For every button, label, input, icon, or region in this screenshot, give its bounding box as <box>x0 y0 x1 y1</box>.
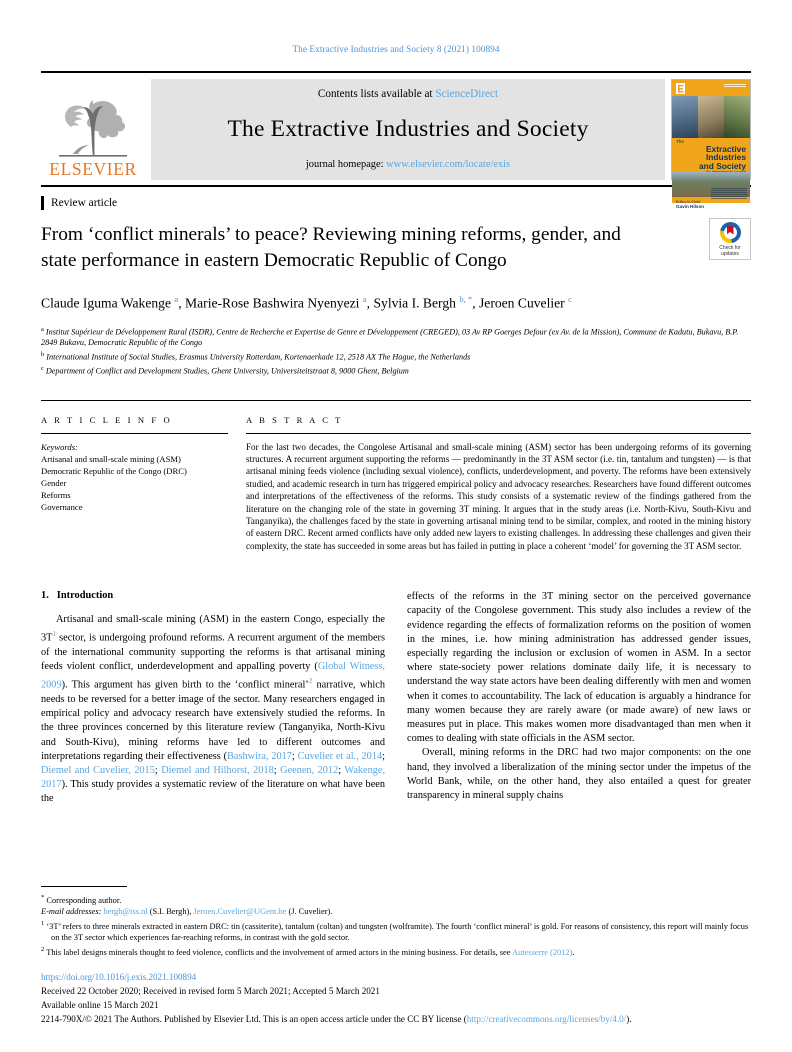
keyword-list <box>41 453 228 513</box>
license-link[interactable]: http://creativecommons.org/licenses/by/4.0/ <box>466 1014 627 1024</box>
paragraph-text: Artisanal and small-scale mining (ASM) in the eastern Congo, especially the 3T <box>41 614 385 644</box>
affiliation <box>41 349 751 363</box>
affiliation-text: Institut Supérieur de Développement Rural (ISDR), Centre de Recherche et Expertise de Genre et Développement (CREGED), 03 Av RP Goerges Defour (ex Av. de la Mission), Commune de Kadutu, Bukavu, B.P. 2849 Bukavu, Democratic Republic of the Congo <box>41 327 739 348</box>
footnote-text: ‘3T’ refers to three minerals extracted in eastern DRC: tin (cassiterite), tantalum (coltan) and tungsten (wolframite). The fourth ‘conflict mineral’ is gold. For reasons of consistency, this report will mainly focus on the 3T sector which experiences far-reaching reforms, in contrast with the gold sector. <box>44 921 749 943</box>
right-column-paragraphs <box>407 590 751 803</box>
crossmark-badge[interactable] <box>709 218 751 260</box>
elsevier-logo <box>41 79 145 180</box>
body-column-left <box>41 590 385 806</box>
body-paragraph <box>41 613 385 806</box>
running-head: The Extractive Industries and Society 8 (2021) 100894 <box>292 44 500 54</box>
author-list <box>41 290 751 313</box>
abstract-label: A B S T R A C T <box>246 414 344 425</box>
body-columns <box>41 590 751 806</box>
homepage-line <box>306 159 510 170</box>
cover-elsevier-mark-icon <box>676 83 685 94</box>
contents-prefix: Contents lists available at <box>317 88 436 100</box>
affiliation <box>41 363 751 377</box>
article-info-column <box>41 415 246 553</box>
abstract-text: For the last two decades, the Congolese Artisanal and small-scale mining (ASM) sector has been undergoing reforms of its governing structures. A recurrent argument supporting the reforms — predominantly in the 3T ASM sector (i.e. tin, tantalum and tungsten) — is that artisanal mining feeds violence (including sexual violence), conflicts, underdevelopment, and poverty. The reforms have been extensively studied, and academic research in turn has triggered empirical policy and advocacy researches. Researchers have found different outcomes and interpretations of the effectiveness of the reforms. This study consists of a systematic review of the findings gathered from the literature on the changing role of the state in governing 3T mining. It argues that in the study areas (i.e. North-Kivu, South-Kivu and Tanganyika), the challenges faced by the state in governing artisanal mining tend to be similar, complex, and rooted in the mining history of eastern DRC. Recent armed conflicts have only added new layers to existing challenges. In addressing these challenges and given their complexity, the state has succeeded in some areas but has failed in putting in place a coherent ‘model’ for governing the 3T ASM sector. <box>246 441 751 551</box>
copyright-line <box>41 1012 751 1026</box>
paragraph-text: ; <box>382 750 385 762</box>
keyword: Reforms <box>41 489 71 500</box>
copyright-post: ). <box>626 1014 632 1024</box>
keywords-label: Keywords: <box>41 441 78 452</box>
paragraph-text: ; <box>273 765 281 777</box>
citation-link[interactable]: Diemel and Cuvelier, 2015 <box>41 765 155 777</box>
section-title: Introduction <box>56 590 114 602</box>
homepage-prefix: journal homepage: <box>305 159 387 170</box>
affiliation <box>41 324 751 349</box>
doi-link[interactable]: https://doi.org/10.1016/j.exis.2021.100894 <box>41 972 197 982</box>
paragraph-text: narrative, which needs to be reversed for a better image of the sector. Many researchers engaged in empirical policy and advocacy research have extensively studied the reforms. In the three provinces concerned by this literature review (Tanganyika, North-Kivu and South-Kivu), mining reforms have led to different outcomes and interpretations regarding their effectiveness ( <box>41 679 385 762</box>
author-name: Jeroen Cuvelier <box>479 295 569 311</box>
author-affiliation-mark: c <box>568 294 572 304</box>
affiliation-text: Department of Conflict and Development Studies, Ghent University, Universiteitstraat 8, 9000 Ghent, Belgium <box>43 366 409 376</box>
masthead-bottom-rule <box>41 185 751 187</box>
affiliation-text: International Institute of Social Studies, Erasmus University Rotterdam, Kortenaerkade 12, 2518 AX The Hague, the Netherlands <box>44 352 471 362</box>
footnote-reference[interactable]: 2 <box>308 677 313 686</box>
footnote-text-end: . <box>572 947 575 957</box>
page-footer <box>41 886 751 1026</box>
author-name: Claude Iguma Wakenge <box>41 295 175 311</box>
paragraph-text: ; <box>154 765 162 777</box>
article-type: Review article <box>41 196 751 210</box>
title-block <box>41 210 709 273</box>
elsevier-wordmark: ELSEVIER <box>49 158 137 179</box>
crossmark-bookmark-icon <box>724 226 737 239</box>
footnote-text: This label designs minerals thought to feed violence, conflicts and the involvement of armed actors in the mining business. For details, see <box>44 947 513 957</box>
author-separator: , <box>178 295 186 311</box>
available-online: Available online 15 March 2021 <box>41 1000 159 1010</box>
sciencedirect-link[interactable]: ScienceDirect <box>435 88 499 100</box>
paragraph-text: ; <box>291 750 298 762</box>
left-column-paragraphs <box>41 613 385 806</box>
title-row <box>41 210 751 273</box>
citation-link[interactable]: Bashwira, 2017 <box>227 750 292 762</box>
citation-link[interactable]: Geenen, 2012 <box>280 765 339 777</box>
body-paragraph <box>407 746 751 803</box>
email-link[interactable]: Jeroen.Cuvelier@UGent.be <box>193 907 287 917</box>
paragraph-text: ). This argument has given birth to the ‘conflict mineral’ <box>61 679 309 691</box>
publication-block <box>41 970 751 1026</box>
keyword: Artisanal and small-scale mining (ASM) <box>41 453 181 464</box>
copyright-pre: 2214-790X/© 2021 The Authors. Published by Elsevier Ltd. This is an open access article under the CC BY license ( <box>41 1014 467 1024</box>
author-affiliation-mark: a <box>174 294 179 304</box>
crossmark-ring-icon <box>720 222 741 243</box>
article-info-label: A R T I C L E I N F O <box>41 414 173 425</box>
author-separator: , <box>366 295 374 311</box>
affiliation-mark: a <box>41 325 44 333</box>
citation-link[interactable]: Cuvelier et al., 2014 <box>297 750 383 762</box>
email-label: E-mail addresses: <box>41 907 102 917</box>
footnote <box>41 944 751 958</box>
cover-title-line1: Extractive Industries <box>705 143 746 163</box>
journal-cover-thumbnail <box>671 79 751 209</box>
footnote-reference[interactable]: 1 <box>52 630 56 639</box>
numbered-footnotes <box>41 918 751 958</box>
author-affiliation-mark: b, * <box>459 294 473 304</box>
footnote-corresponding-author <box>41 892 751 906</box>
author-affiliation-mark: a <box>362 294 367 304</box>
abstract-rule <box>246 433 751 434</box>
cover-footer <box>672 197 750 209</box>
info-abstract-region <box>41 400 751 553</box>
crossmark-line1: Check for <box>719 244 741 251</box>
footnote-rule <box>41 886 127 887</box>
cover-editor-label: Editor-in-Chief <box>676 200 701 204</box>
cover-photo-strip <box>672 96 750 138</box>
contents-line <box>318 88 498 100</box>
email-link[interactable]: bergh@iss.nl <box>103 907 148 917</box>
cover-blurb-lines <box>711 188 747 200</box>
elsevier-tree-icon <box>49 98 137 160</box>
author-name: Sylvia I. Bergh <box>373 295 460 311</box>
received-dates: Received 22 October 2020; Received in revised form 5 March 2021; Accepted 5 March 2021 <box>41 986 380 996</box>
citation-link[interactable]: Wakenge, 2017 <box>41 765 386 791</box>
cover-title-band <box>672 138 750 172</box>
citation-link[interactable]: Autesserre (2012) <box>512 947 573 957</box>
author-separator: , <box>472 295 479 311</box>
email-owner: (S.I. Bergh), <box>147 907 194 917</box>
cover-masthead-lines <box>724 84 746 88</box>
masthead-center <box>151 79 665 180</box>
crossmark-line2: updates <box>721 250 739 257</box>
section-heading-introduction <box>41 590 385 601</box>
author-name: Marie-Rose Bashwira Nyenyezi <box>185 295 363 311</box>
footnote <box>41 918 751 944</box>
paragraph-text: sector, is undergoing profound reforms. A recurrent argument of the members of the international community supporting the reforms is that artisanal mining feeds violent conflict, underdevelopment and appalling poverty ( <box>41 632 385 673</box>
cover-editor-name: Gavin Hilson <box>676 204 705 209</box>
affiliation-mark: b <box>41 350 45 358</box>
email-owner: (J. Cuvelier). <box>286 907 333 917</box>
keyword: Democratic Republic of the Congo (DRC) <box>41 465 187 476</box>
affiliation-mark: c <box>41 364 44 372</box>
page-title: From ‘conflict minerals’ to peace? Reviewing mining reforms, gender, and state performance in eastern Democratic Republic of Congo <box>41 224 621 271</box>
article-info-rule <box>41 433 228 434</box>
affiliation-list <box>41 324 751 377</box>
body-column-right <box>407 590 751 806</box>
abstract-column <box>246 415 751 553</box>
journal-title: The Extractive Industries and Society <box>227 116 589 142</box>
corresponding-text: Corresponding author. <box>46 895 122 905</box>
cover-title-line2: and Society <box>698 160 746 171</box>
body-paragraph <box>407 590 751 746</box>
footnote-mark: 2 <box>41 945 45 953</box>
cover-the: The <box>676 139 684 144</box>
journal-homepage-link[interactable]: www.elsevier.com/locate/exis <box>386 159 511 170</box>
section-number: 1. <box>41 590 49 602</box>
citation-link[interactable]: Global Witness, 2009 <box>41 661 386 691</box>
corresponding-mark: * <box>41 893 45 901</box>
citation-link[interactable]: Diemel and Hilhorst, 2018 <box>161 765 274 777</box>
paragraph-text: ). This study provides a systematic review of the literature on what have been the <box>41 779 385 805</box>
paragraph-text: Overall, mining reforms in the DRC had two major components: on the one hand, they involved a liberalization of the mining sector under the impetus of the World Bank, while, on the other hand, they also entailed a quest for greater transparency in mineral supply chains <box>407 747 751 802</box>
footnote-emails <box>41 906 751 918</box>
footnote-mark: 1 <box>41 919 45 927</box>
paragraph-text: effects of the reforms in the 3T mining sector on the perceived governance capacity of the Congolese government. This study also includes a review of the evidence regarding the effects of formalization reforms on the position of women in the mines, i.e. how mining administration has addressed gender issues, especially regarding the inclusion or exclusion of women in ASM. In a sector where state-society power relations dominate daily life, it is necessary to understand the way state actors have been dealing differently with men and women when it comes to accountability. The lack of education is arguably a hindrance for many women because they are rarely aware (or made aware) of new laws or measures put in place. This makes women more disadvantaged than men when it comes to dealing with state officials in the ASM sector. <box>407 591 751 745</box>
email-list <box>104 907 333 916</box>
keyword: Gender <box>41 477 67 488</box>
paragraph-text: ; <box>338 765 345 777</box>
keyword: Governance <box>41 501 83 512</box>
